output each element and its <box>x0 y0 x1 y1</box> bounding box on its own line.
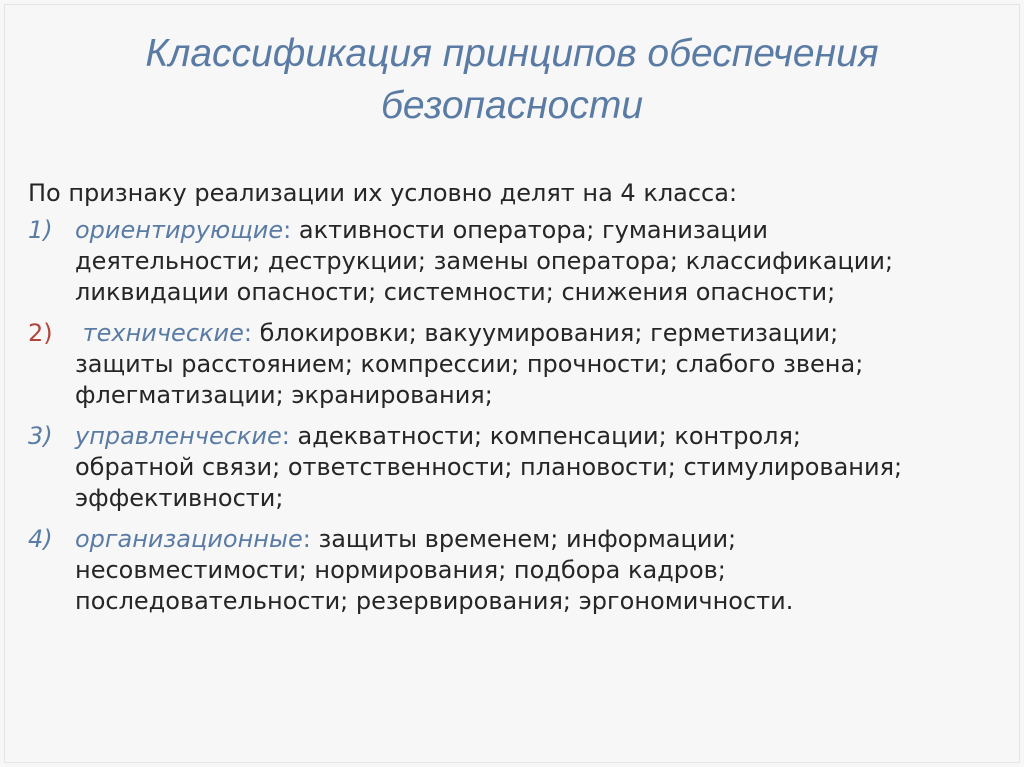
intro-text: По признаку реализации их условно делят на 4 класса: <box>28 179 738 207</box>
slide-title <box>40 28 984 132</box>
item-category: организационные <box>75 525 303 553</box>
item-line: несовместимости; нормирования; подбора кадров; <box>75 556 726 584</box>
slide-body <box>28 178 1018 627</box>
item-line: ликвидации опасности; системности; снижения опасности; <box>75 278 836 306</box>
item-line <box>75 215 1018 246</box>
item-number: 1) <box>28 216 53 244</box>
item-line <box>75 318 1018 349</box>
item-text: активности оператора; гуманизации <box>298 216 768 244</box>
item-number: 3) <box>28 422 53 450</box>
category-colon: : <box>243 319 252 347</box>
item-text: адекватности; компенсации; контроля; <box>297 422 801 450</box>
item-category: ориентирующие <box>75 216 284 244</box>
item-line: обратной связи; ответственности; плановости; стимулирования; <box>75 453 903 481</box>
item-line: деятельности; деструкции; замены оператора; классификации; <box>75 247 894 275</box>
category-colon: : <box>281 422 290 450</box>
item-line <box>75 524 1018 555</box>
item-line: флегматизации; экранирования; <box>75 381 493 409</box>
list-item-1 <box>28 215 1018 308</box>
list-item-4 <box>28 524 1018 617</box>
item-line: последовательности; резервирования; эргономичности. <box>75 587 794 615</box>
item-category: управленческие <box>75 422 282 450</box>
item-text: блокировки; вакуумирования; герметизации; <box>259 319 839 347</box>
title-line-1: Классификация принципов обеспечения <box>145 32 879 75</box>
item-number: 4) <box>28 525 53 553</box>
list-item-2 <box>28 318 1018 411</box>
item-line: эффективности; <box>75 484 284 512</box>
category-colon: : <box>283 216 292 244</box>
item-category: технические <box>82 319 244 347</box>
item-line: защиты расстоянием; компрессии; прочности; слабого звена; <box>75 350 864 378</box>
list-item-3 <box>28 421 1018 514</box>
item-text: защиты временем; информации; <box>318 525 737 553</box>
category-colon: : <box>302 525 311 553</box>
item-line <box>75 421 1018 452</box>
item-number: 2) <box>28 319 53 347</box>
title-line-2: безопасности <box>380 84 644 127</box>
